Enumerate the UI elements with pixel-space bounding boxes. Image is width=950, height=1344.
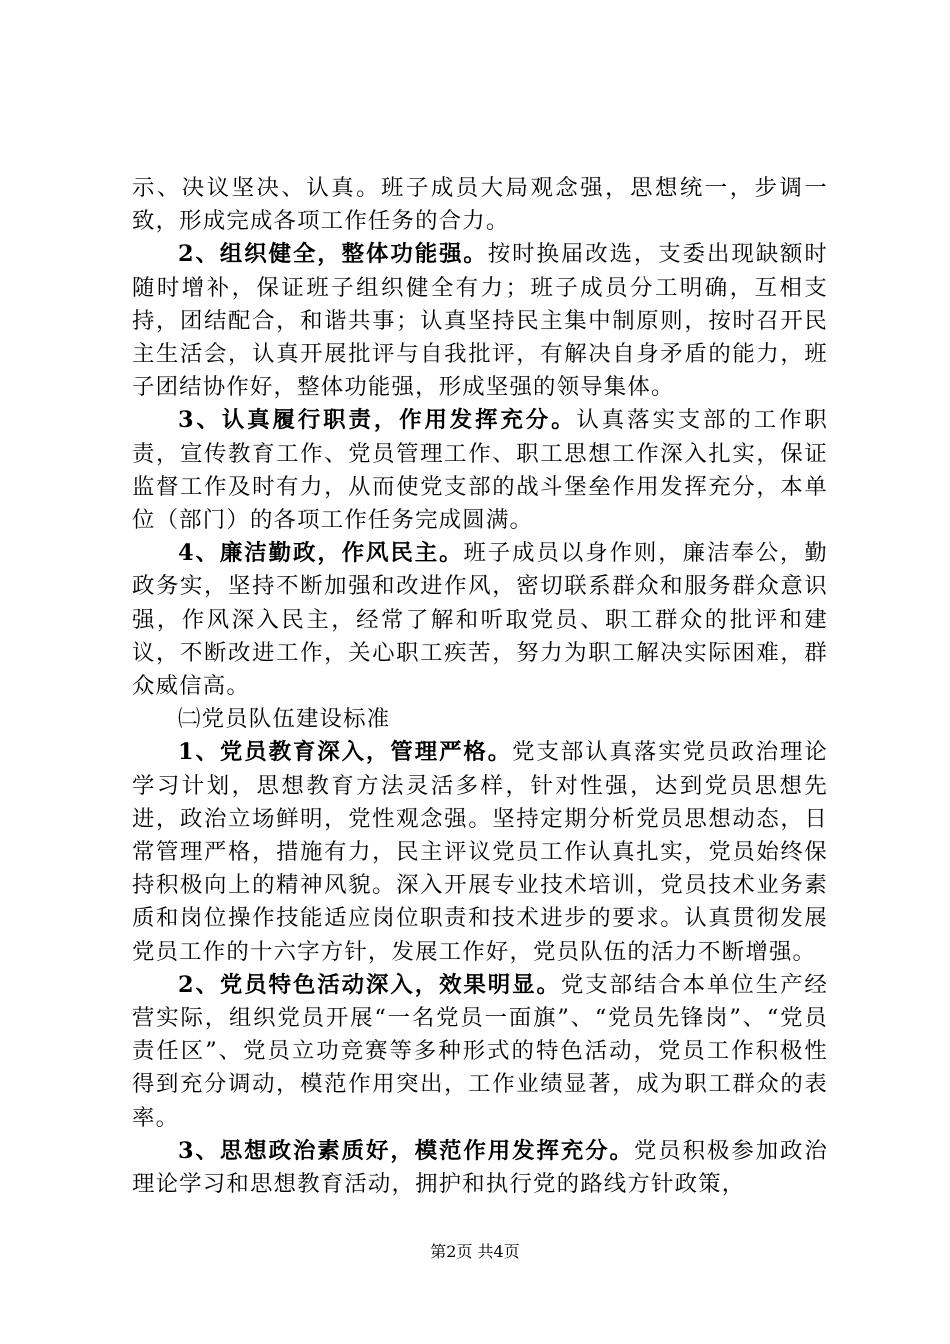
paragraph-heading: 3、认真履行职责，作用发挥充分。 — [178, 407, 577, 434]
paragraph-heading: 3、思想政治素质好，模范作用发挥充分。 — [178, 1137, 634, 1164]
paragraph-text: 按时换届改选，支委出现缺额时随时增补，保证班子组织健全有力；班子成员分工明确，互相支持，团结配合，和谐共事；认真坚持民主集中制原则，按时召开民主生活会，认真开展批评与自我批评，有解决自身矛盾的能力，班子团结协作好，整体功能强，形成坚强的领导集体。 — [132, 241, 828, 401]
paragraph-heading: 2、党员特色活动深入，效果明显。 — [178, 971, 561, 998]
paragraph-text: 认真落实支部的工作职责，宣传教育工作、党员管理工作、职工思想工作深入扎实，保证监督工作及时有力，从而使党支部的战斗堡垒作用发挥充分，本单位（部门）的各项工作任务完成圆满。 — [132, 407, 829, 534]
paragraph-duties — [132, 404, 828, 537]
paragraph-text: 班子成员以身作则，廉洁奉公，勤政务实，坚持不断加强和改进作风，密切联系群众和服务群众意识强，作风深入民主，经常了解和听取党员、职工群众的批评和建议，不断改进工作，关心职工疾苦，努力为职工解决实际困难，群众威信高。 — [132, 540, 829, 700]
paragraph-text: 示、决议坚决、认真。班子成员大局观念强，思想统一，步调一致，形成完成各项工作任务的合力。 — [132, 175, 828, 235]
document-body — [132, 172, 828, 1201]
paragraph-text: 党支部认真落实党员政治理论学习计划，思想教育方法灵活多样，针对性强，达到党员思想先进，政治立场鲜明，党性观念强。坚持定期分析党员思想动态，日常管理严格，措施有力，民主评议党员工作认真扎实，党员始终保持积极向上的精神风貌。深入开展专业技术培训，党员技术业务素质和岗位操作技能适应岗位职责和技术进步的要求。认真贯彻发展党员工作的十六字方针，发展工作好，党员队伍的活力不断增强。 — [132, 739, 828, 965]
paragraph-heading: 2、组织健全，整体功能强。 — [178, 241, 488, 268]
paragraph-member-activities — [132, 969, 828, 1135]
paragraph-integrity — [132, 537, 828, 703]
paragraph-heading: 4、廉洁勤政，作风民主。 — [178, 540, 464, 567]
page-footer — [0, 1242, 950, 1262]
paragraph-text: 党员积极参加政治理论学习和思想教育活动，拥护和执行党的路线方针政策， — [132, 1137, 828, 1198]
paragraph-heading: 1、党员教育深入，管理严格。 — [178, 739, 513, 766]
paragraph-member-education — [132, 736, 828, 968]
paragraph-continued — [132, 172, 828, 238]
paragraph-political-quality — [132, 1135, 828, 1201]
page-number-label: 第2页 共4页 — [430, 1242, 520, 1261]
paragraph-text: 党支部结合本单位生产经营实际，组织党员开展“一名党员一面旗”、“党员先锋岗”、“党员责任区”、党员立功竞赛等多种形式的特色活动，党员工作积极性得到充分调动，模范作用突出，工作业绩显著，成为职工群众的表率。 — [132, 971, 829, 1131]
section-heading-text: ㈡党员队伍建设标准 — [178, 706, 391, 733]
paragraph-org-sound — [132, 238, 828, 404]
section-heading-member-team — [132, 703, 828, 736]
